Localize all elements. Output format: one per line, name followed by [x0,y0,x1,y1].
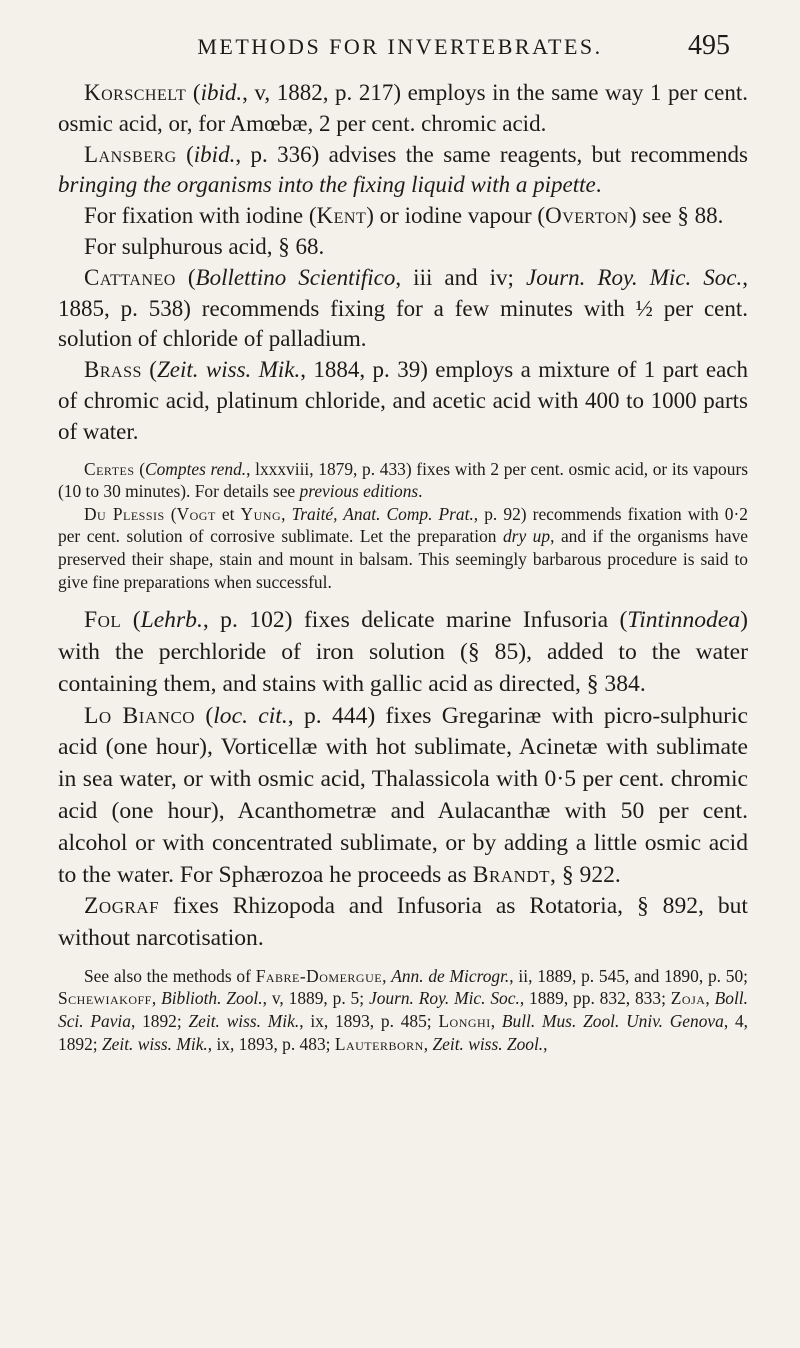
paragraph-text: For sulphurous acid, § 68. [84,233,325,259]
paragraph-text: , and if the organisms have preserved their shape, stain and mount in balsam. This seemingly barbarous procedure is said to give fine preparations when successful. [58,526,748,592]
journal-title: Biblioth. Zool. [161,988,263,1009]
paragraph-text: , [281,503,292,524]
paragraph-text: ) or iodine vapour ( [366,203,546,229]
author-name: Yung [240,503,282,524]
paragraph-fol: Fol (Lehrb., p. 102) fixes delicate marine Infusoria (Tintinnodea) with the perchloride of iron solution (§ 85), added to the water containing them, and stains with gallic acid as directed, § 384. [58,607,748,697]
author-name: Brass [84,357,142,383]
journal-title: Zeit. wiss. Mik. [101,1033,208,1054]
author-name: Brandt [472,861,551,888]
paragraph-text: . [595,172,602,198]
paragraph-text: , ix, 1893, p. 485; [299,1011,439,1032]
paragraph-brass: Brass (Zeit. wiss. Mik., 1884, p. 39) employs a mixture of 1 part each of chromic acid, platinum chloride, and acetic acid with 400 to 1000 parts of water. [58,357,748,444]
author-name: Zograf [84,893,160,920]
body-text [58,78,748,1055]
author-name: Du Plessis [84,503,165,524]
paragraph-text: , 1889, pp. 832, 833; [519,988,671,1009]
paragraph-text: , p. 92) recommends fixation with 0·2 per cent. solution of corrosive sublimate. Let the preparation [58,503,748,547]
paragraph-text: , p. 102) fixes delicate marine Infusoria ( [202,607,628,634]
paragraph-text: , ix, 1893, p. 483; [207,1033,335,1054]
paragraph-text: ) see § 88. [628,203,724,229]
paragraph-cattaneo: Cattaneo (Bollettino Scientifico, iii and iv; Journ. Roy. Mic. Soc., 1885, p. 538) recommends fixing for a few minutes with ½ per cent. solution of chloride of palladium. [58,264,748,352]
paragraph-duplessis [58,503,748,593]
citation-ref: loc. cit. [213,702,288,729]
author-name: Overton [545,203,629,229]
taxon-name: Tintinnodea [627,607,741,634]
paragraph-zograf [58,891,748,955]
journal-title: Bollettino Scientifico [195,264,396,290]
author-name: Certes [84,458,135,479]
author-name: Fabre-Domergue [255,965,383,986]
paragraph-text: , p. 336) advises the same reagents, but recommends [235,141,748,167]
citation-ref: ibid. [200,80,243,105]
paragraph-text: , [543,1033,548,1054]
paragraph-text: , iii and iv; [395,264,526,290]
paragraph-text: et [215,503,241,524]
author-name: Vogt [176,503,216,524]
paragraph-text: , ii, 1889, p. 545, and 1890, p. 50; [509,965,748,986]
paragraph-sulphurous [58,232,748,263]
paragraph-text: , 1884, p. 39) employs a mixture of 1 part each of chromic acid, platinum chloride, and acetic acid with 400 to 1000 parts of water. [58,357,748,444]
journal-title: Zeit. wiss. Mik. [156,357,301,383]
journal-title: Boll. Sci. Pavia [58,988,748,1032]
emphasis-text: previous editions [299,481,419,502]
citation-ref: ibid. [193,141,236,167]
paragraph-certes: Certes (Comptes rend., lxxxviii, 1879, p. 433) fixes with 2 per cent. osmic acid, or its vapours (10 to 30 minutes). For details see previous editions. [58,458,749,502]
paragraph-text: For fixation with iodine ( [84,203,317,229]
paragraph-iodine [58,201,748,232]
paragraph-text: , v, 1882, p. 217) employs in the same way 1 per cent. osmic acid, or, for Amœbæ, 2 per cent. chromic acid. [58,80,748,136]
journal-title: Lehrb. [140,607,203,634]
author-name: Schewiakoff [58,988,152,1009]
journal-title: Journ. Roy. Mic. Soc. [525,264,743,290]
emphasis-text: bringing the organisms into the fixing liquid with a pipette [58,172,596,198]
author-name: Fol [84,607,122,634]
paragraph-lobianco: Lo Bianco (loc. cit., p. 444) fixes Gregarinæ with picro-sulphuric acid (one hour), Vorticellæ with hot sublimate, Acinetæ with sublimate in sea water, or with osmic acid, Thalassicola with 0·5 per cent. chromic acid (one hour), Acanthometræ and Aulacanthæ with 50 per cent. alcohol or with concentrated sublimate, or by adding a little osmic acid to the water. For Sphærozoa he proceeds as Brandt, § 922. [58,702,748,888]
paragraph-text: fixes Rhizopoda and Infusoria as Rotatoria, § 892, but without narcotisation. [58,893,748,952]
journal-title: Journ. Roy. Mic. Soc. [368,988,520,1009]
page-header [0,30,800,66]
journal-title: Zeit. wiss. Zool. [432,1033,544,1054]
journal-title: Traité, Anat. Comp. Prat. [291,503,474,524]
journal-title: Comptes rend. [145,458,247,479]
paragraph-text: , § 922. [550,861,621,888]
paragraph-see-also: See also the methods of Fabre-Domergue, Ann. de Microgr., ii, 1889, p. 545, and 1890, p. 50; Schewiakoff, Biblioth. Zool., v, 1889, p. 5; Journ. Roy. Mic. Soc., 1889, pp. 832, 833; Zoja, Boll. Sci. Pavia, 1892; Zeit. wiss. Mik., ix, 1893, p. 485; Longhi, Bull. Mus. Zool. Univ. Genova, 4, 1892; Zeit. wiss. Mik., ix, 1893, p. 483; Lauterborn, Zeit. wiss. Zool., [58,965,749,1054]
paragraph-text: , 4, 1892; [58,1011,749,1054]
paragraph-text: . [418,481,423,502]
journal-title: Bull. Mus. Zool. Univ. Genova [501,1011,724,1032]
author-name: Lansberg [84,141,177,167]
journal-title: Zeit. wiss. Mik. [188,1011,300,1032]
author-name: Cattaneo [84,264,176,290]
author-name: Kent [316,203,367,229]
author-name: Longhi [438,1011,491,1032]
paragraph-text: , p. 444) fixes Gregarinæ with picro-sulphuric acid (one hour), Vorticellæ with hot sublimate, Acinetæ with sublimate in sea water, or with osmic acid, Thalassicola with 0·5 per cent. chromic acid (one hour), Acanthometræ and Aulacanthæ with 50 per cent. alcohol or with concentrated sublimate, or by adding a little osmic acid to the water. For Sphærozoa he proceeds as [58,702,748,888]
paragraph-text: , 1892; [130,1011,189,1032]
page-number: 495 [688,30,730,61]
author-name: Lo Bianco [84,702,196,729]
paragraph-text: , lxxxviii, 1879, p. 433) fixes with 2 per cent. osmic acid, or its vapours (10 to 30 minutes). For details see [58,458,749,502]
running-head: METHODS FOR INVERTEBRATES. [197,34,603,59]
paragraph-text: , v, 1889, p. 5; [262,988,369,1009]
paragraph-text: ) with the perchloride of iron solution (§ 85), added to the water containing them, and stains with gallic acid as directed, § 384. [58,607,748,697]
paragraph-text: See also the methods of [84,965,256,986]
paragraph-text: ( [164,503,177,524]
author-name: Lauterborn [334,1033,424,1054]
author-name: Korschelt [84,80,187,105]
paragraph-text: , 1885, p. 538) recommends fixing for a few minutes with ½ per cent. solution of chloride of palladium. [58,264,748,352]
paragraph-lansberg: Lansberg (ibid., p. 336) advises the same reagents, but recommends bringing the organisms into the fixing liquid with a pipette. [58,141,748,198]
journal-title: Ann. de Microgr. [391,965,510,986]
paragraph-korschelt: Korschelt (ibid., v, 1882, p. 217) employs in the same way 1 per cent. osmic acid, or, for Amœbæ, 2 per cent. chromic acid. [58,80,748,136]
emphasis-text: dry up [502,526,551,547]
author-name: Zoja [670,988,706,1009]
